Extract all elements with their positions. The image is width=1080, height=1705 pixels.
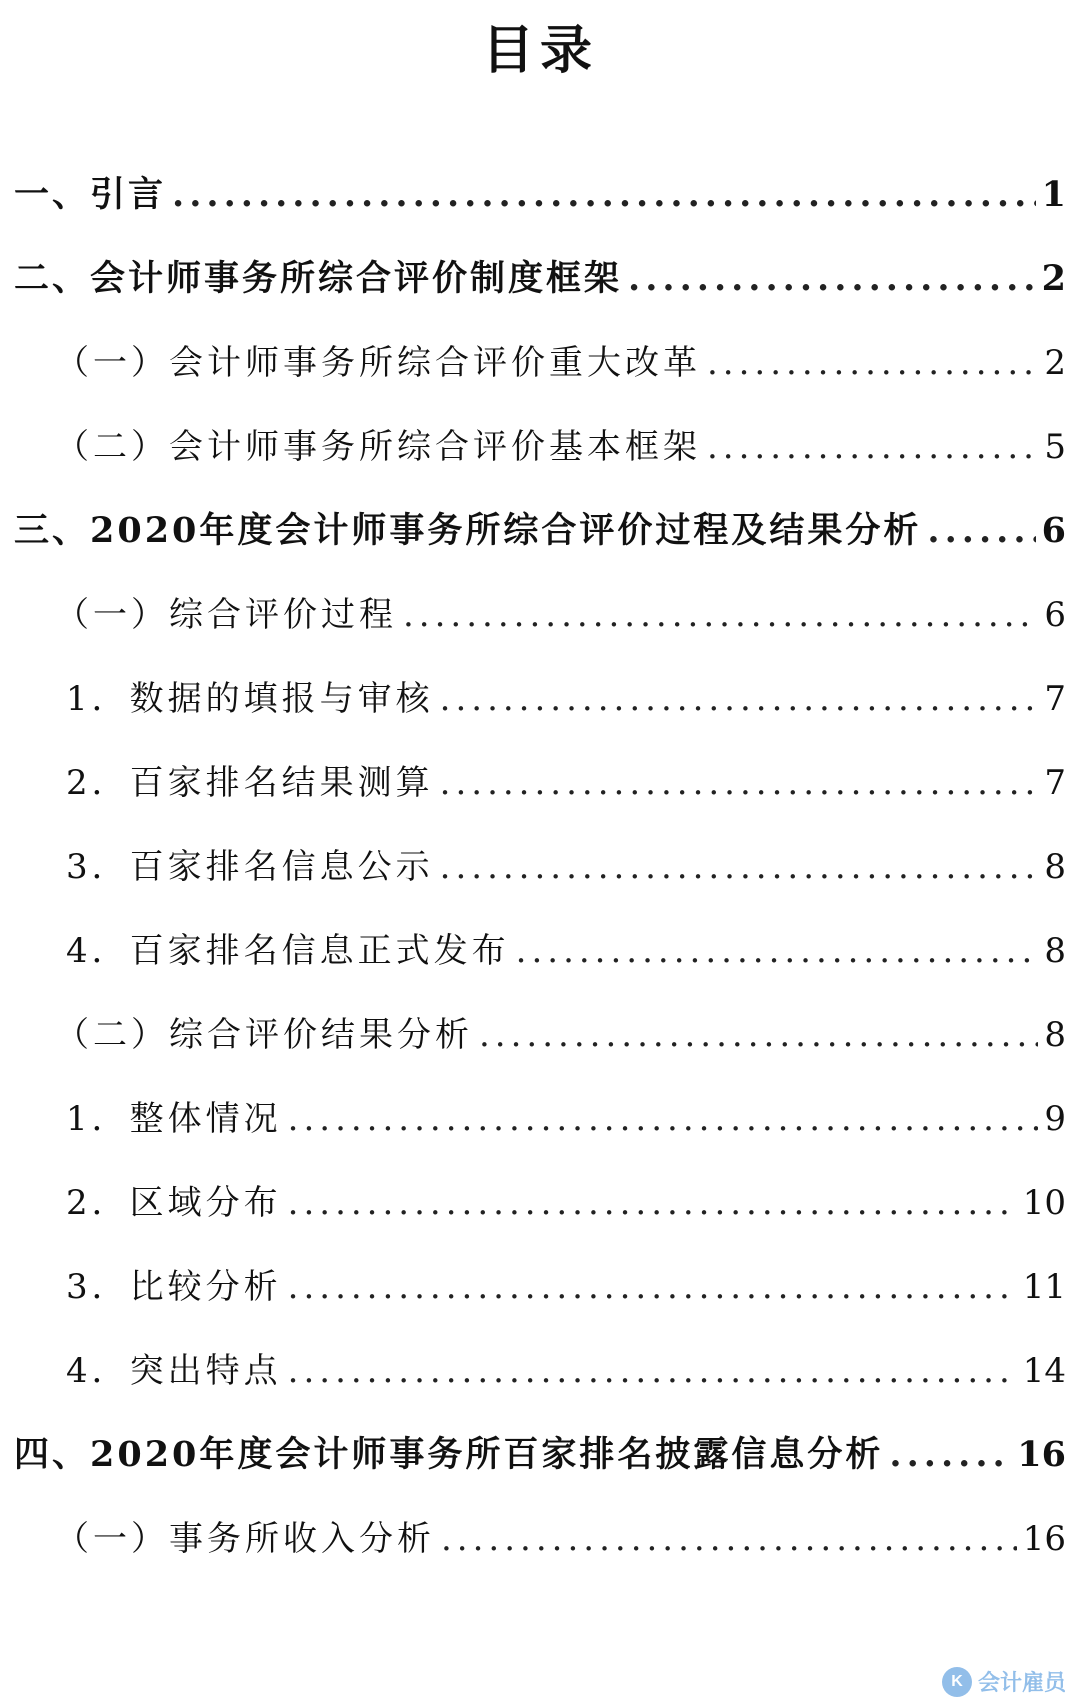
toc-entry[interactable] [66,1252,1066,1322]
toc-leader-dots [288,1252,1017,1322]
toc-entry[interactable] [66,748,1066,818]
toc-entry-text: （二）综合评价结果分析 [55,1015,473,1055]
toc-entry-page: 7 [1044,763,1066,803]
toc-entry-text: 四、2020年度会计师事务所百家排名披露信息分析 [14,1434,884,1475]
toc-entry-page: 8 [1044,847,1066,887]
toc-entry-page: 6 [1041,510,1066,551]
toc-entry[interactable] [66,1336,1066,1406]
toc-entry[interactable] [14,244,1066,314]
toc-entry-page: 8 [1044,931,1066,971]
toc-leader-dots [516,916,1039,986]
toc-entry[interactable] [66,916,1066,986]
toc-entry-page: 10 [1022,1183,1066,1223]
toc-leader-dots [288,1084,1039,1154]
toc-entry-text: 4．突出特点 [66,1351,282,1391]
toc-leader-dots [440,832,1039,902]
toc-entry-text: 二、会计师事务所综合评价制度框架 [14,258,623,299]
toc-leader-dots [440,748,1039,818]
page-title: 目录 [481,20,598,81]
toc-entry-page: 6 [1044,595,1066,635]
watermark-text: 会计雇员 [977,1670,1066,1695]
toc-entry-text: 3．比较分析 [66,1267,282,1307]
toc-leader-dots [288,1336,1017,1406]
toc-entry-text: （一）综合评价过程 [55,595,397,635]
toc-leader-dots [889,1420,1011,1490]
toc-entry-text: 3．百家排名信息公示 [66,847,434,887]
toc-entry[interactable] [66,1084,1066,1154]
toc-leader-dots [440,664,1039,734]
toc-entry-text: 2．百家排名结果测算 [66,763,434,803]
toc-leader-dots [927,496,1035,566]
toc-entry[interactable] [66,664,1066,734]
toc-entry-page: 14 [1022,1351,1066,1391]
toc-entry[interactable] [14,160,1066,230]
toc-entry[interactable] [66,1168,1066,1238]
toc-entry[interactable] [55,328,1066,398]
toc-entry-page: 16 [1017,1434,1066,1475]
toc-leader-dots [441,1504,1017,1574]
toc-entry-page: 9 [1044,1099,1066,1139]
toc-entry-page: 8 [1044,1015,1066,1055]
toc-leader-dots [628,244,1036,314]
toc-entry[interactable] [55,1000,1066,1070]
toc-entry-text: 1．整体情况 [66,1099,282,1139]
toc-leader-dots [707,412,1038,482]
toc-entry[interactable] [55,1504,1066,1574]
toc-leader-dots [172,160,1036,230]
toc-leader-dots [288,1168,1017,1238]
toc-entry-text: 4．百家排名信息正式发布 [66,931,510,971]
toc-entry-text: （一）事务所收入分析 [55,1519,435,1559]
toc-entry-text: 一、引言 [14,174,167,215]
toc-entry-text: （一）会计师事务所综合评价重大改革 [55,343,701,383]
toc-leader-dots [479,1000,1038,1070]
toc-entry[interactable] [55,580,1066,650]
toc-entry-page: 2 [1041,258,1066,299]
toc-entry[interactable] [14,496,1066,566]
toc-entry-page: 16 [1022,1519,1066,1559]
toc-leader-dots [707,328,1038,398]
toc-entry-text: 三、2020年度会计师事务所综合评价过程及结果分析 [14,510,922,551]
toc-entry[interactable] [55,412,1066,482]
toc-entry-text: 1．数据的填报与审核 [66,679,434,719]
watermark [942,1666,1066,1697]
toc-entry-page: 2 [1044,343,1066,383]
toc-entry[interactable] [14,1420,1066,1490]
toc-entry[interactable] [66,832,1066,902]
watermark-logo-icon: K [942,1667,972,1697]
toc-leader-dots [403,580,1038,650]
toc-entry-page: 1 [1041,174,1066,215]
toc-entry-text: 2．区域分布 [66,1183,282,1223]
toc-entry-page: 7 [1044,679,1066,719]
toc-entry-text: （二）会计师事务所综合评价基本框架 [55,427,701,467]
toc-entry-page: 5 [1044,427,1066,467]
toc-entry-page: 11 [1022,1267,1066,1307]
